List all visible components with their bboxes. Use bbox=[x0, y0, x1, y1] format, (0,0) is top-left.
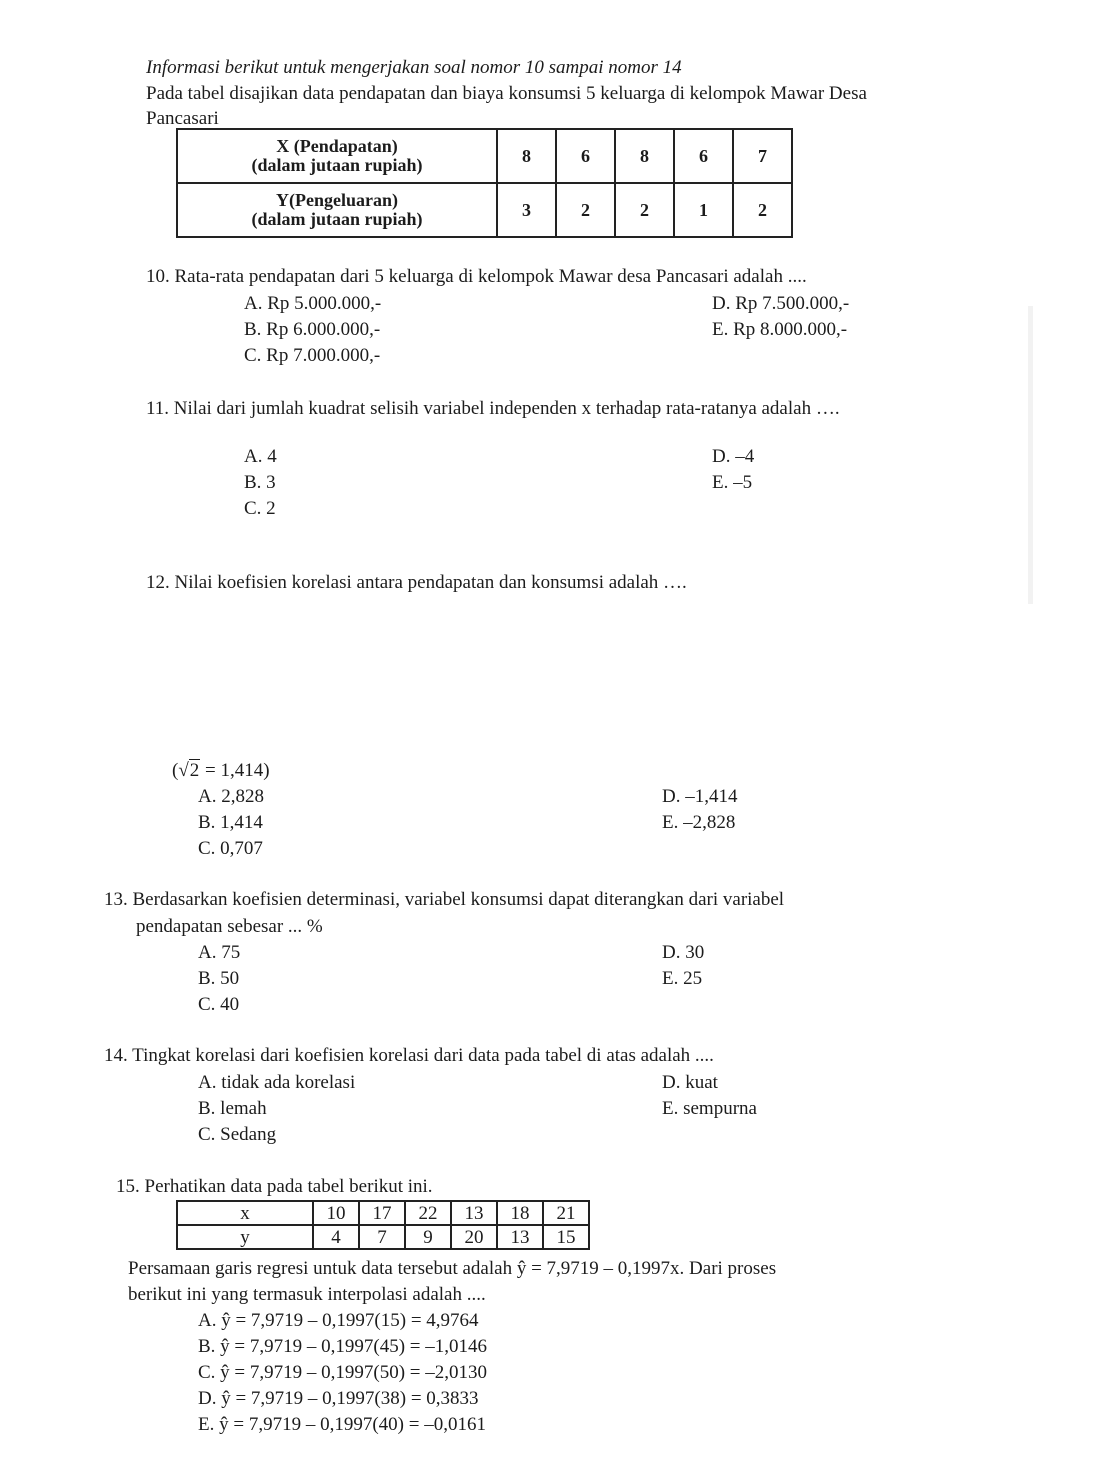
table-cell: 3 bbox=[497, 183, 556, 237]
table-cell: 2 bbox=[733, 183, 792, 237]
q15-description-2: berikut ini yang termasuk interpolasi adalah .... bbox=[128, 1284, 486, 1305]
question-15: 15. Perhatikan data pada tabel berikut ini. bbox=[116, 1176, 433, 1197]
q15-option-c: C. ŷ = 7,9719 – 0,1997(50) = –2,0130 bbox=[198, 1362, 488, 1383]
question-12: 12. Nilai koefisien korelasi antara pendapatan dan konsumsi adalah …. bbox=[146, 572, 687, 593]
q15-option-a: A. ŷ = 7,9719 – 0,1997(15) = 4,9764 bbox=[198, 1310, 479, 1331]
table-cell: 7 bbox=[733, 129, 792, 183]
q13-option-e: E. 25 bbox=[662, 968, 703, 989]
table-cell: 6 bbox=[556, 129, 615, 183]
q14-option-c: C. Sedang bbox=[198, 1124, 277, 1145]
intro-line-2: Pancasari bbox=[146, 108, 219, 129]
table-cell: 17 bbox=[359, 1201, 405, 1225]
table-cell: 1 bbox=[674, 183, 733, 237]
q12-option-e: E. –2,828 bbox=[662, 812, 736, 833]
q10-option-c: C. Rp 7.000.000,- bbox=[244, 345, 381, 366]
table-cell: 20 bbox=[451, 1225, 497, 1249]
table-row bbox=[177, 1225, 589, 1249]
table-cell: 18 bbox=[497, 1201, 543, 1225]
table-row bbox=[177, 1201, 589, 1225]
q12-option-a: A. 2,828 bbox=[198, 786, 264, 807]
q13-option-a: A. 75 bbox=[198, 942, 241, 963]
q14-option-d: D. kuat bbox=[662, 1072, 718, 1093]
question-11: 11. Nilai dari jumlah kuadrat selisih variabel independen x terhadap rata-ratanya adalah …. bbox=[146, 398, 840, 419]
q12-option-d: D. –1,414 bbox=[662, 786, 738, 807]
q14-option-e: E. sempurna bbox=[662, 1098, 757, 1119]
table-cell: 13 bbox=[451, 1201, 497, 1225]
q10-option-a: A. Rp 5.000.000,- bbox=[244, 293, 382, 314]
q11-option-e: E. –5 bbox=[712, 472, 753, 493]
x-label-cell: x bbox=[177, 1201, 313, 1225]
regression-data-table bbox=[176, 1200, 590, 1250]
row-y-header bbox=[177, 183, 497, 237]
question-10: 10. Rata-rata pendapatan dari 5 keluarga di kelompok Mawar desa Pancasari adalah .... bbox=[146, 266, 807, 287]
row-x-header bbox=[177, 129, 497, 183]
q14-option-b: B. lemah bbox=[198, 1098, 267, 1119]
q12-option-b: B. 1,414 bbox=[198, 812, 263, 833]
q14-option-a: A. tidak ada korelasi bbox=[198, 1072, 356, 1093]
q13-option-d: D. 30 bbox=[662, 942, 705, 963]
table-row bbox=[177, 129, 792, 183]
table-row bbox=[177, 183, 792, 237]
table-cell: 8 bbox=[615, 129, 674, 183]
question-14: 14. Tingkat korelasi dari koefisien korelasi dari data pada tabel di atas adalah .... bbox=[104, 1045, 714, 1066]
q13-option-c: C. 40 bbox=[198, 994, 240, 1015]
sqrt-hint bbox=[172, 760, 270, 782]
table-cell: 22 bbox=[405, 1201, 451, 1225]
table-cell: 7 bbox=[359, 1225, 405, 1249]
q15-option-d: D. ŷ = 7,9719 – 0,1997(38) = 0,3833 bbox=[198, 1388, 479, 1409]
page-edge-shadow bbox=[1028, 306, 1033, 604]
q12-option-c: C. 0,707 bbox=[198, 838, 263, 859]
table-cell: 6 bbox=[674, 129, 733, 183]
sqrt-symbol: √ bbox=[178, 760, 189, 781]
row-x-label: X (Pendapatan) bbox=[276, 136, 398, 157]
table-cell: 2 bbox=[556, 183, 615, 237]
intro-heading: Informasi berikut untuk mengerjakan soal nomor 10 sampai nomor 14 bbox=[146, 57, 682, 78]
sqrt-hint-value: = 1,414) bbox=[200, 760, 270, 781]
sqrt-radicand: 2 bbox=[189, 760, 200, 781]
question-13-line-1: 13. Berdasarkan koefisien determinasi, variabel konsumsi dapat diterangkan dari variabel bbox=[104, 889, 785, 910]
table-cell: 8 bbox=[497, 129, 556, 183]
table-cell: 4 bbox=[313, 1225, 359, 1249]
q15-option-e: E. ŷ = 7,9719 – 0,1997(40) = –0,0161 bbox=[198, 1414, 486, 1435]
question-13-line-2: pendapatan sebesar ... % bbox=[136, 916, 323, 937]
q11-option-d: D. –4 bbox=[712, 446, 755, 467]
q10-option-b: B. Rp 6.000.000,- bbox=[244, 319, 381, 340]
row-y-label: Y(Pengeluaran) bbox=[276, 190, 398, 211]
table-cell: 15 bbox=[543, 1225, 589, 1249]
y-label-cell: y bbox=[177, 1225, 313, 1249]
row-y-unit: (dalam jutaan rupiah) bbox=[251, 209, 423, 229]
q13-option-b: B. 50 bbox=[198, 968, 240, 989]
table-cell: 9 bbox=[405, 1225, 451, 1249]
intro-line-1: Pada tabel disajikan data pendapatan dan biaya konsumsi 5 keluarga di kelompok Mawar Desa bbox=[146, 83, 867, 104]
q11-option-a: A. 4 bbox=[244, 446, 277, 467]
q11-option-b: B. 3 bbox=[244, 472, 276, 493]
q10-option-e: E. Rp 8.000.000,- bbox=[712, 319, 848, 340]
q15-description-1: Persamaan garis regresi untuk data tersebut adalah ŷ = 7,9719 – 0,1997x. Dari proses bbox=[128, 1258, 777, 1279]
q10-option-d: D. Rp 7.500.000,- bbox=[712, 293, 850, 314]
table-cell: 13 bbox=[497, 1225, 543, 1249]
row-x-unit: (dalam jutaan rupiah) bbox=[251, 155, 423, 175]
income-consumption-table bbox=[176, 128, 793, 238]
q15-option-b: B. ŷ = 7,9719 – 0,1997(45) = –1,0146 bbox=[198, 1336, 488, 1357]
q11-option-c: C. 2 bbox=[244, 498, 276, 519]
sqrt-hint-open: ( bbox=[172, 760, 179, 781]
table-cell: 21 bbox=[543, 1201, 589, 1225]
table-cell: 2 bbox=[615, 183, 674, 237]
table-cell: 10 bbox=[313, 1201, 359, 1225]
